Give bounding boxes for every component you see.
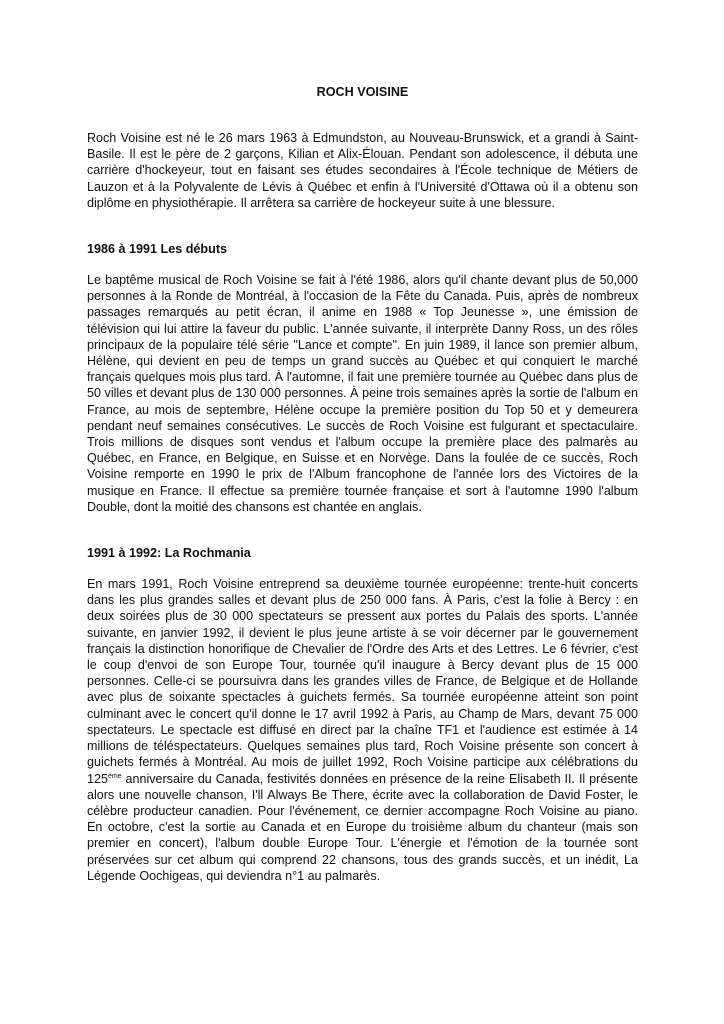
rochmania-text-part1: En mars 1991, Roch Voisine entreprend sa deuxième tournée européenne: trente-huit concerts dans les plus grandes salles et devant plus de 250 000 fans. À Paris, c'est la folie à Bercy : en deux soirées plus de 30 000 spectateurs se pressent aux portes du Palais des sports. L'année suivante, en janvier 1992, il devient le plus jeune artiste à se voir décerner par le gouvernement français la distinction honorifique de Chevalier de l'Ordre des Arts et des Lettres. Le 6 février, c'est le coup d'envoi de son Europe Tour, tournée qu'il inaugure à Bercy devant plus de 15 000 personnes. Celle-ci se poursuivra dans les grandes villes de France, de Belgique et de Hollande avec plus de soixante spectacles à guichets fermés. Sa tournée européenne atteint son point culminant avec le concert qu'il donne le 17 avril 1992 à Paris, au Champ de Mars, devant 75 000 spectateurs. Le spectacle est diffusé en direct par la chaîne TF1 et l'audience est estimée à 14 millions de téléspectateurs. Quelques semaines plus tard, Roch Voisine présente son concert à guichets fermés à Montréal. Au mois de juillet 1992, Roch Voisine participe aux célébrations du 125 [87, 577, 638, 786]
section-heading-rochmania: 1991 à 1992: La Rochmania [87, 546, 251, 561]
intro-paragraph: Roch Voisine est né le 26 mars 1963 à Edmundston, au Nouveau-Brunswick, et a grandi à Saint-Basile. Il est le père de 2 garçons, Kilian et Alix-Élouan. Pendant son adolescence, il débuta une carrière d'hockeyeur, tout en faisant ses études secondaires à l'École technique de Métiers de Lauzon et à la Polyvalente de Lévis à Québec et enfin à l'Université d'Ottawa où il a obtenu son diplôme en physiothérapie. Il arrêtera sa carrière de hockeyeur suite à une blessure. [87, 131, 638, 210]
section-text-rochmania [87, 576, 638, 884]
section-heading-debuts: 1986 à 1991 Les débuts [87, 242, 228, 257]
document-title: ROCH VOISINE [316, 85, 409, 99]
rochmania-text-part2: anniversaire du Canada, festivités données en présence de la reine Elisabeth II. Il présente alors une nouvelle chanson, I'll Always Be There, écrite avec la collaboration de David Foster, le célèbre producteur canadien. Pour l'événement, ce dernier accompagne Roch Voisine au piano. En octobre, c'est la sortie au Canada et en Europe du troisième album du chanteur (mais son premier en concert), l'album double Europe Tour. L'énergie et l'émotion de la tournée sont préservées sur cet album qui comprend 22 chansons, tous des grands succès, et un inédit, La Légende Oochigeas, qui deviendra n°1 au palmarès. [87, 771, 638, 883]
ordinal-superscript: ème [107, 772, 122, 780]
document-page [87, 84, 638, 884]
section-text-debuts: Le baptême musical de Roch Voisine se fait à l'été 1986, alors qu'il chante devant plus de 50,000 personnes à la Ronde de Montréal, à l'occasion de la Fête du Canada. Puis, après de nombreux passages remarqués au petit écran, il anime en 1988 « Top Jeunesse », une émission de télévision qui lui attire la faveur du public. L'année suivante, il interprète Danny Ross, un des rôles principaux de la populaire télé série "Lance et compte". En juin 1989, il lance son premier album, Hélène, qui devient en peu de temps un grand succès au Québec et qui conquiert le marché français quelques mois plus tard. À l'automne, il fait une première tournée au Québec dans plus de 50 villes et devant plus de 130 000 personnes. À peine trois semaines après la sortie de l'album en France, au mois de septembre, Hélène occupe la première position du Top 50 et y demeurera pendant neuf semaines consécutives. Le succès de Roch Voisine est fulgurant et spectaculaire. Trois millions de disques sont vendus et l'album occupe la première place des palmarès au Québec, en France, en Belgique, en Suisse et en Norvège. Dans la foulée de ce succès, Roch Voisine remporte en 1990 le prix de l'Album francophone de l'année lors des Victoires de la musique en France. Il effectue sa première tournée française et sort à l'automne 1990 l'album Double, dont la moitié des chansons est chantée en anglais. [87, 273, 638, 514]
